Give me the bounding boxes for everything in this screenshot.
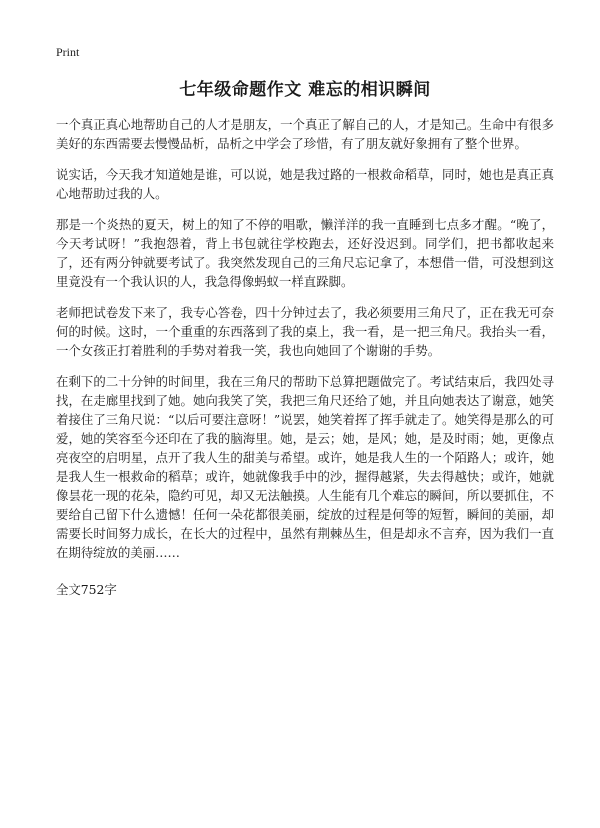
article-paragraph: 说实话，今天我才知道她是谁，可以说，她是我过路的一根救命稻草，同时，她也是真正真心地帮助过我的人。 [56, 167, 554, 201]
word-count: 全文752字 [56, 582, 117, 597]
article-paragraph: 那是一个炎热的夏天，树上的知了不停的唱歌，懒洋洋的我一直睡到七点多才醒。“晚了，今天考试呀！”我抱怨着，背上书包就往学校跑去，还好没迟到。同学们，把书都收起来了，还有两分钟就要考试了。我突然发现自己的三角尺忘记拿了，本想借一借，可没想到这里竟没有一个我认识的人，我急得像蚂蚁一样直跺脚。 [56, 217, 554, 289]
print-link[interactable]: Print [56, 45, 80, 59]
article-body [56, 115, 554, 562]
article-paragraph: 在剩下的二十分钟的时间里，我在三角尺的帮助下总算把题做完了。考试结束后，我四处寻找，在走廊里找到了她。她向我笑了笑，我把三角尺还给了她，并且向她表达了谢意，她笑着接住了三角尺说：“以后可要注意呀！”说罢，她笑着挥了挥手就走了。她笑得是那么的可爱，她的笑容至今还印在了我的脑海里。她，是云；她，是风；她，是及时雨；她，更像点亮夜空的启明星，点开了我人生的甜美与希望。或许，她是我人生的一个陌路人；或许，她是我人生一根救命的稻草；或许，她就像我手中的沙，握得越紧，失去得越快；或许，她就像昙花一现的花朵，隐约可见，却又无法触摸。人生能有几个难忘的瞬间，所以要抓住，不要给自己留下什么遗憾！任何一朵花都很美丽，绽放的过程是何等的短暂，瞬间的美丽，却需要长时间努力成长，在长大的过程中，虽然有荆棘丛生，但是却永不言弃，因为我们一直在期待绽放的美丽…… [56, 374, 554, 560]
article-title: 七年级命题作文 难忘的相识瞬间 [179, 80, 431, 100]
article-paragraph: 一个真正真心地帮助自己的人才是朋友，一个真正了解自己的人，才是知己。生命中有很多美好的东西需要去慢慢品析，品析之中学会了珍惜，有了朋友就好象拥有了整个世界。 [56, 117, 554, 151]
article-paragraph: 老师把试卷发下来了，我专心答卷，四十分钟过去了，我必须要用三角尺了，正在我无可奈何的时候。这时，一个重重的东西落到了我的桌上，我一看，是一把三角尺。我抬头一看，一个女孩正打着胜利的手势对着我一笑，我也向她回了个谢谢的手势。 [56, 305, 554, 358]
